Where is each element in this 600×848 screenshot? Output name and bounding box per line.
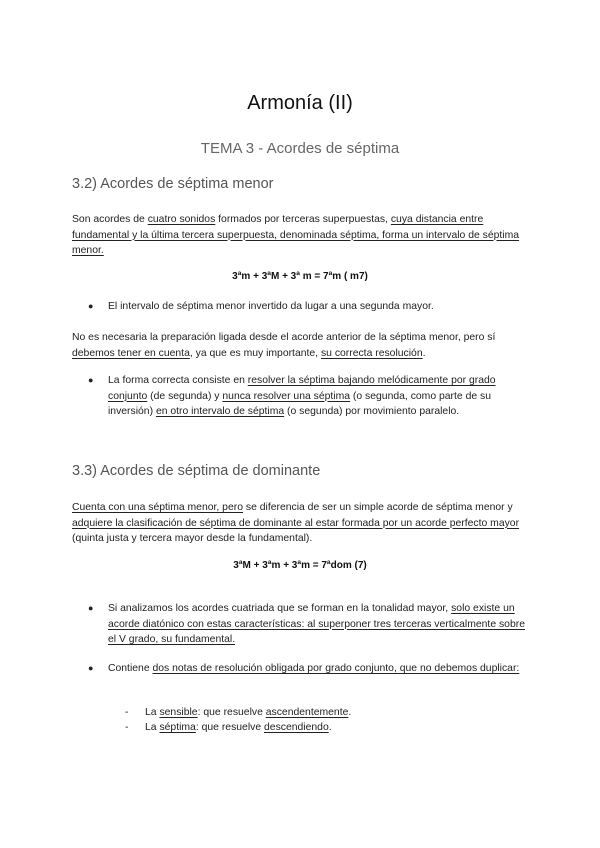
underlined-text: ascendentemente	[265, 707, 349, 718]
underlined-text: cuya distancia entre fundamental y la última tercera superpuesta, denominada séptima, forma un intervalo de séptima menor.	[72, 214, 520, 257]
underlined-text: Cuenta con una séptima menor, pero	[72, 502, 243, 513]
underlined-text: adquiere la clasificación de séptima de dominante al estar formada por un acorde perfecto mayor	[72, 517, 520, 529]
underlined-text: nunca resolver una séptima	[222, 390, 351, 402]
bullet-item	[88, 661, 528, 677]
bullet-text: El intervalo de séptima menor invertido da lugar a una segunda mayor.	[108, 301, 434, 312]
document-subtitle: TEMA 3 - Acordes de séptima	[200, 140, 400, 157]
paragraph-resolution	[72, 330, 532, 361]
underlined-text: solo existe un acorde diatónico con estas características: al superponer tres terceras verticalmente sobre el V grado, su fundamental.	[108, 603, 525, 646]
text-run: : que resuelve	[195, 722, 265, 733]
text-run: .	[422, 347, 426, 359]
bullet-text	[108, 661, 528, 677]
bullet-item	[88, 601, 528, 648]
dash-item	[125, 705, 351, 721]
bullet-icon: ●	[88, 603, 94, 613]
underlined-text: séptima	[159, 722, 196, 733]
paragraph-dominant-seventh	[72, 500, 532, 547]
underlined-text: resolver la séptima bajando melódicamente por grado conjunto	[108, 375, 496, 402]
text-run: (o segunda) por movimiento paralelo.	[284, 406, 460, 418]
formula-dominant-seventh: 3ªM + 3ªm + 3ªm = 7ªdom (7)	[233, 560, 367, 571]
text-run: La	[145, 722, 160, 733]
underlined-text: debemos tener en cuenta	[72, 347, 190, 359]
document-title: Armonía (II)	[247, 92, 353, 114]
text-run: (o segunda, como parte de su inversión)	[108, 390, 491, 418]
text-run: No es necesaria la preparación ligada desde el acorde anterior de la séptima menor, pero sí	[72, 332, 496, 343]
text-run: .	[328, 722, 332, 733]
text-run: (de segunda) y	[147, 390, 223, 402]
underlined-text: su correcta resolución	[320, 347, 423, 359]
underlined-text: descendiendo	[264, 722, 329, 733]
underlined-text: sensible	[159, 707, 198, 718]
bullet-icon: ●	[88, 663, 94, 673]
bullet-text	[108, 373, 528, 420]
text-run: , ya que es muy importante,	[189, 347, 321, 359]
text-run: Si analizamos los acordes cuatriada que se forman en la tonalidad mayor,	[108, 603, 452, 614]
section-heading-3-2: 3.2) Acordes de séptima menor	[72, 176, 274, 192]
text-run: se diferencia de ser un simple acorde de séptima menor y	[242, 502, 513, 513]
bullet-icon: ●	[88, 301, 94, 311]
text-run: Son acordes de	[72, 214, 148, 225]
dash-icon: -	[125, 707, 129, 718]
text-run: La forma correcta consiste en	[108, 375, 248, 386]
underlined-text: en otro intervalo de séptima	[155, 406, 285, 418]
paragraph-intro-minor-seventh	[72, 212, 532, 259]
text-run: La	[145, 707, 160, 718]
underlined-text: cuatro sonidos	[147, 214, 216, 225]
dash-item	[125, 720, 332, 736]
section-heading-3-3: 3.3) Acordes de séptima de dominante	[72, 463, 321, 479]
text-run: (quinta justa y tercera mayor desde la fundamental).	[72, 533, 313, 545]
bullet-item	[88, 373, 528, 420]
underlined-text: dos notas de resolución obligada por grado conjunto, que no debemos duplicar:	[152, 663, 520, 674]
text-run: Contiene	[108, 663, 153, 674]
dash-icon: -	[125, 722, 129, 733]
text-run: .	[348, 707, 352, 718]
bullet-text	[108, 601, 528, 648]
formula-minor-seventh: 3ªm + 3ªM + 3ª m = 7ªm ( m7)	[232, 271, 368, 282]
bullet-item	[88, 299, 528, 315]
text-run: formados por terceras superpuestas,	[215, 214, 391, 225]
bullet-icon: ●	[88, 375, 94, 385]
text-run: : que resuelve	[197, 707, 266, 718]
